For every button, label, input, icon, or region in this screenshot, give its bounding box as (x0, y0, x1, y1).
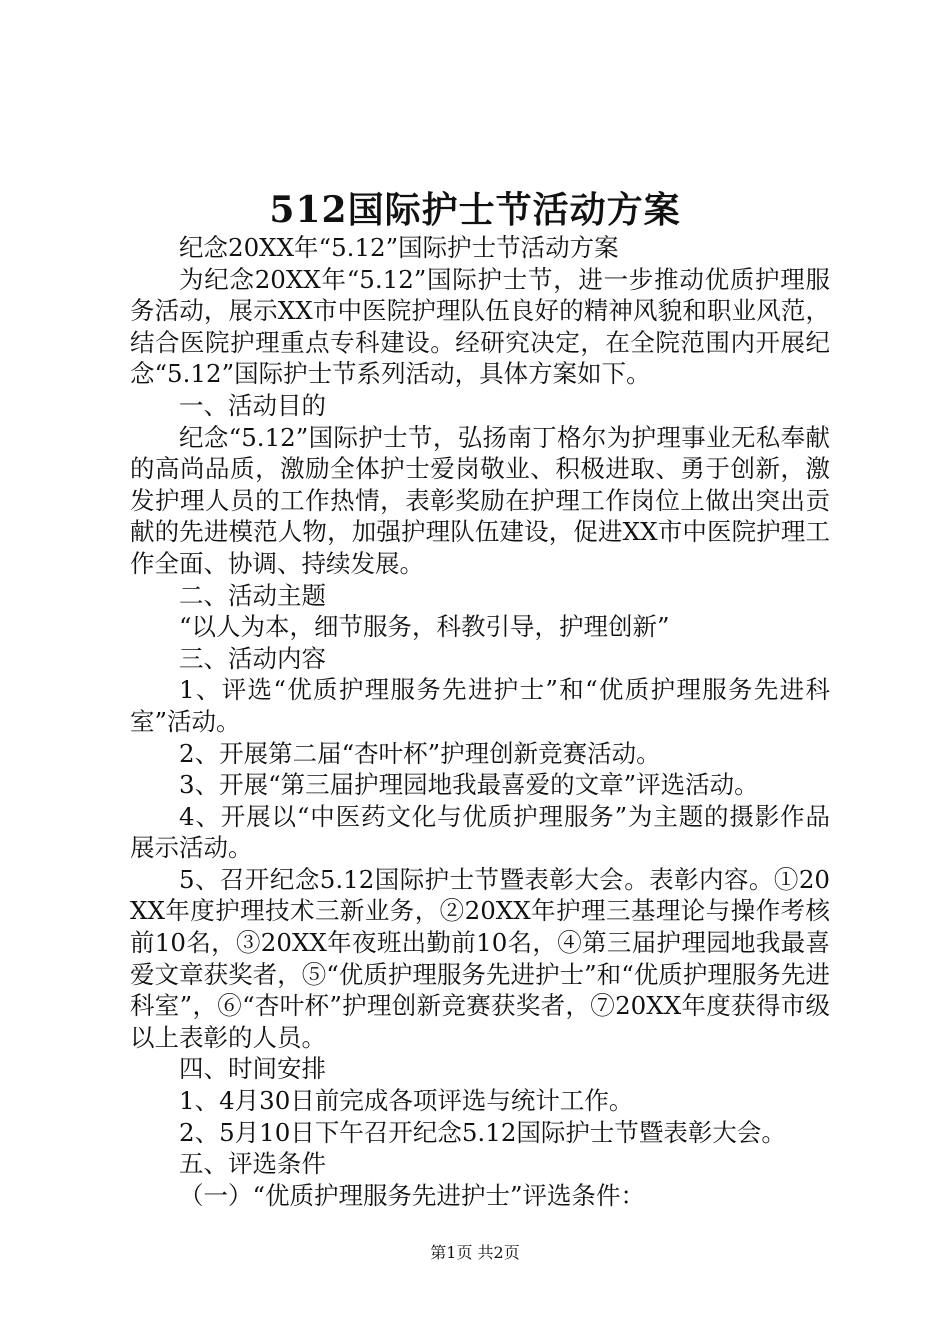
paragraph: 纪念“5.12”国际护士节，弘扬南丁格尔为护理事业无私奉献的高尚品质，激励全体护士爱岗敬业、积极进取、勇于创新，激发护理人员的工作热情，表彰奖励在护理工作岗位上做出突出贡献的先进模范人物，加强护理队伍建设，促进XX市中医院护理工作全面、协调、持续发展。 (130, 422, 830, 578)
list-item: 4、开展以“中医药文化与优质护理服务”为主题的摄影作品展示活动。 (130, 801, 830, 863)
document-body (130, 232, 830, 1211)
list-item: 1、4月30日前完成各项评选与统计工作。 (179, 1086, 634, 1116)
list-item: 5、召开纪念5.12国际护士节暨表彰大会。表彰内容。①20XX年度护理技术三新业务，②20XX年护理三基理论与操作考核前10名，③20XX年夜班出勤前10名，④第三届护理园地我最喜爱文章获奖者，⑤“优质护理服务先进护士”和“优质护理服务先进科室”，⑥“杏叶杯”护理创新竞赛获奖者，⑦20XX年度获得市级以上表彰的人员。 (130, 864, 830, 1052)
paragraph: 为纪念20XX年“5.12”国际护士节，进一步推动优质护理服务活动，展示XX市中医院护理队伍良好的精神风貌和职业风范，结合医院护理重点专科建设。经研究决定，在全院范围内开展纪念“5.12”国际护士节系列活动，具体方案如下。 (130, 264, 830, 389)
section-heading: 二、活动主题 (179, 580, 326, 610)
list-item: 2、5月10日下午召开纪念5.12国际护士节暨表彰大会。 (179, 1117, 786, 1147)
section-heading: 一、活动目的 (179, 390, 326, 420)
list-item: 1、评选“优质护理服务先进护士”和“优质护理服务先进科室”活动。 (130, 675, 830, 736)
paragraph: 纪念20XX年“5.12”国际护士节活动方案 (179, 233, 619, 262)
section-heading: 五、评选条件 (179, 1149, 326, 1179)
document-title: 512国际护士节活动方案 (269, 189, 681, 231)
section-heading: 三、活动内容 (179, 643, 326, 673)
section-heading: 四、时间安排 (179, 1054, 326, 1084)
paragraph: “以人为本，细节服务，科教引导，护理创新” (179, 612, 670, 642)
list-item: 2、开展第二届“杏叶杯”护理创新竞赛活动。 (179, 738, 661, 768)
page-footer: 第1页 共2页 (430, 1243, 520, 1262)
list-item: 3、开展“第三届护理园地我最喜爱的文章”评选活动。 (179, 770, 759, 800)
sub-heading: （一）“优质护理服务先进护士”评选条件： (179, 1180, 646, 1210)
